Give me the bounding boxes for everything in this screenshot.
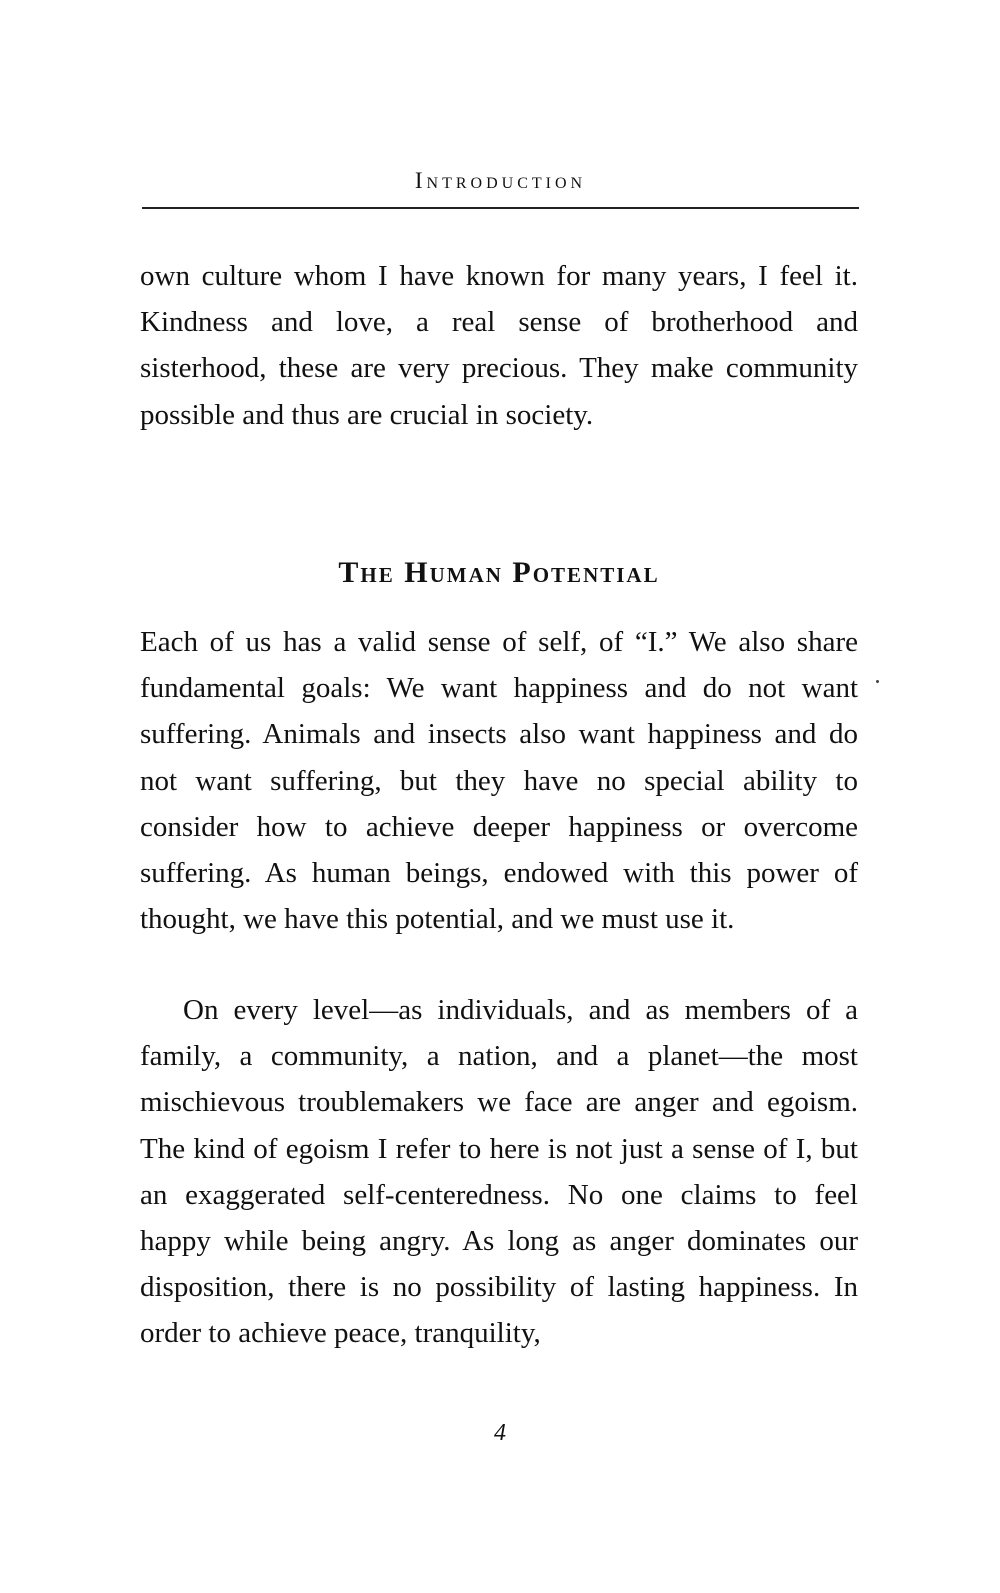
scan-speck: [876, 680, 879, 683]
carryover-paragraph: own culture whom I have known for many years, I feel it. Kindness and love, a real sense of brotherhood and sisterhood, these are very precious. They make community possible and thus are crucial in society.: [140, 260, 858, 431]
section-heading: The Human Potential: [338, 556, 660, 589]
paragraph-2: On every level—as individuals, and as members of a family, a community, a nation, and a planet—the most mischievous troublemakers we face are anger and egoism. The kind of egoism I refer to here is not just a sense of I, but an exaggerated self-centeredness. No one claims to feel happy while being angry. As long as anger dominates our disposition, there is no possibility of lasting happiness. In order to achieve peace, tranquility,: [140, 994, 858, 1350]
running-head: Introduction: [414, 168, 587, 193]
header-rule: [142, 207, 859, 209]
page-number: 4: [494, 1420, 506, 1446]
paragraph-1: Each of us has a valid sense of self, of “I.” We also share fundamental goals: We want happiness and do not want suffering. Animals and insects also want happiness and do not want suffering, but they have no special ability to consider how to achieve deeper happiness or overcome suffering. As human beings, endowed with this power of thought, we have this potential, and we must use it.: [140, 626, 858, 936]
